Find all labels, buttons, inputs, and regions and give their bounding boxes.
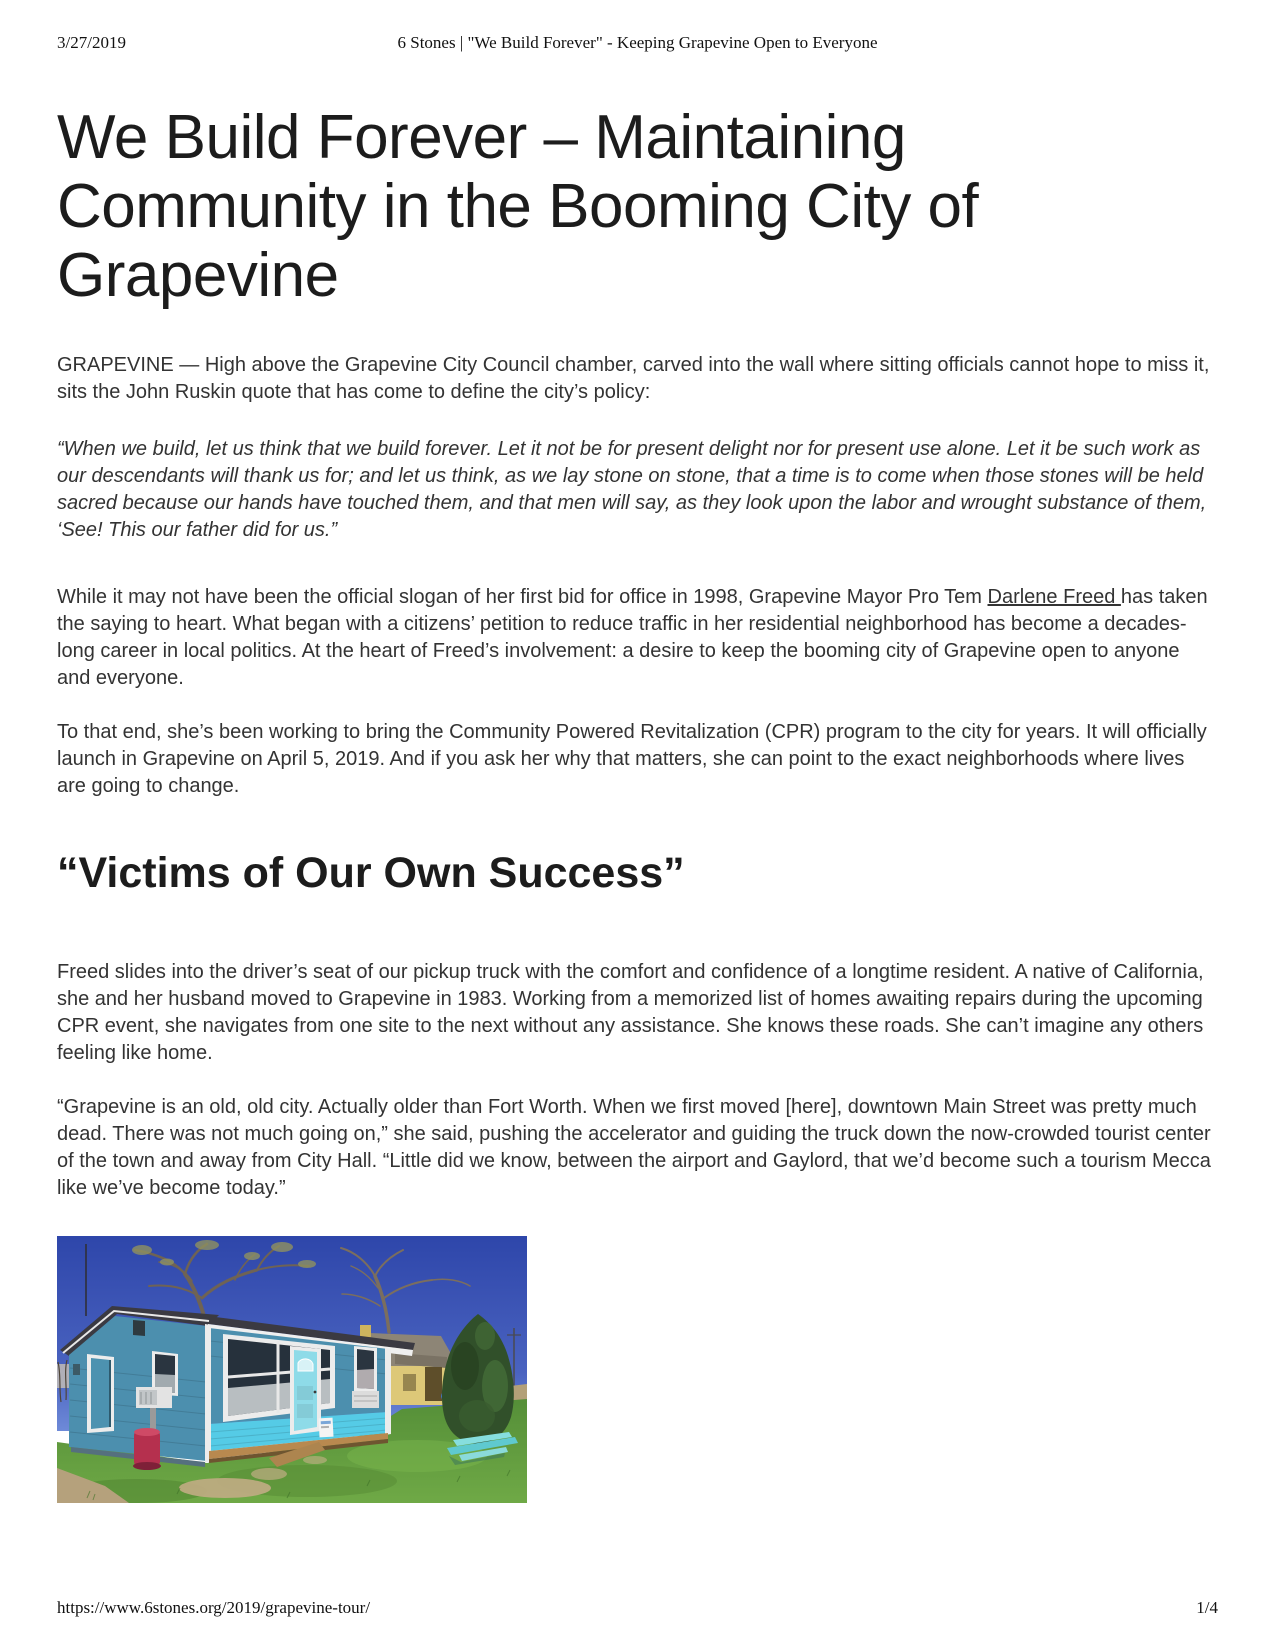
paragraph-freed-before: While it may not have been the official slogan of her first bid for office in 1998, Grapevine Mayor Pro Tem: [57, 586, 988, 608]
wall-sign: [319, 1418, 334, 1438]
house-photo-illustration: [57, 1236, 527, 1503]
print-header: [57, 33, 1218, 55]
article: [57, 103, 1218, 1503]
footer-page-number: 1/4: [1196, 1598, 1218, 1617]
footer-url: https://www.6stones.org/2019/grapevine-tour/: [57, 1598, 371, 1617]
article-photo: [57, 1236, 1218, 1503]
paragraph-freed: [57, 584, 1218, 692]
ruskin-quote: [57, 436, 1218, 544]
print-footer: [57, 1598, 1218, 1618]
paragraph-cpr: To that end, she’s been working to bring the Community Powered Revitalization (CPR) program to the city for years. It will officially launch in Grapevine on April 5, 2019. And if you ask her why that matters, she can point to the exact neighborhoods where lives are going to change.: [57, 721, 1207, 797]
side-door: [87, 1354, 114, 1433]
article-title: We Build Forever – Maintaining Community in the Booming City of Grapevine: [57, 103, 979, 310]
paragraph-drive: Freed slides into the driver’s seat of our pickup truck with the comfort and confidence of a longtime resident. A native of California, she and her husband moved to Grapevine in 1983. Working from a memorized list of homes awaiting repairs during the upcoming CPR event, she navigates from one site to the next without any assistance. She knows these roads. She can’t imagine any others feeling like home.: [57, 961, 1204, 1064]
right-window: [352, 1346, 379, 1408]
dirt-path: [179, 1478, 271, 1498]
darlene-freed-link[interactable]: Darlene Freed: [987, 586, 1121, 608]
red-barrel: [133, 1428, 161, 1470]
ac-unit-front: [352, 1391, 379, 1408]
attic-vent: [133, 1320, 145, 1336]
paragraph-freed-after: has taken the saying to heart. What began with a citizens’ petition to reduce traffic in her residential neighborhood has become a decades-long career in local politics. At the heart of Freed’s involvement: a desire to keep the booming city of Grapevine open to anyone and everyone.: [57, 586, 1208, 689]
paragraph-intro: GRAPEVINE — High above the Grapevine City Council chamber, carved into the wall where sitting officials cannot hope to miss it, sits the John Ruskin quote that has come to define the city’s policy:: [57, 354, 1210, 403]
ruskin-quote-text: “When we build, let us think that we build forever. Let it not be for present delight nor for present use alone. Let it be such work as our descendants will thank us for; and let us think, as we lay stone on stone, that a time is to come when those stones will be held sacred because our hands have touched them, and that men will say, as they look upon the labor and wrought substance of them, ‘See! This our father did for us.”: [57, 438, 1207, 541]
front-door: [290, 1346, 321, 1435]
print-document-title: 6 Stones | "We Build Forever" - Keeping Grapevine Open to Everyone: [397, 33, 878, 52]
meter-box: [73, 1364, 80, 1375]
print-date: 3/27/2019: [57, 33, 126, 52]
section-heading: “Victims of Our Own Success”: [57, 849, 685, 897]
paragraph-old-city-quote: “Grapevine is an old, old city. Actually older than Fort Worth. When we first moved [here], downtown Main Street was pretty much dead. There was not much going on,” she said, pushing the accelerator and guiding the truck down the now-crowded tourist center of the town and away from City Hall. “Little did we know, between the airport and Gaylord, that we’d become such a tourism Mecca like we’ve become today.”: [57, 1096, 1211, 1199]
